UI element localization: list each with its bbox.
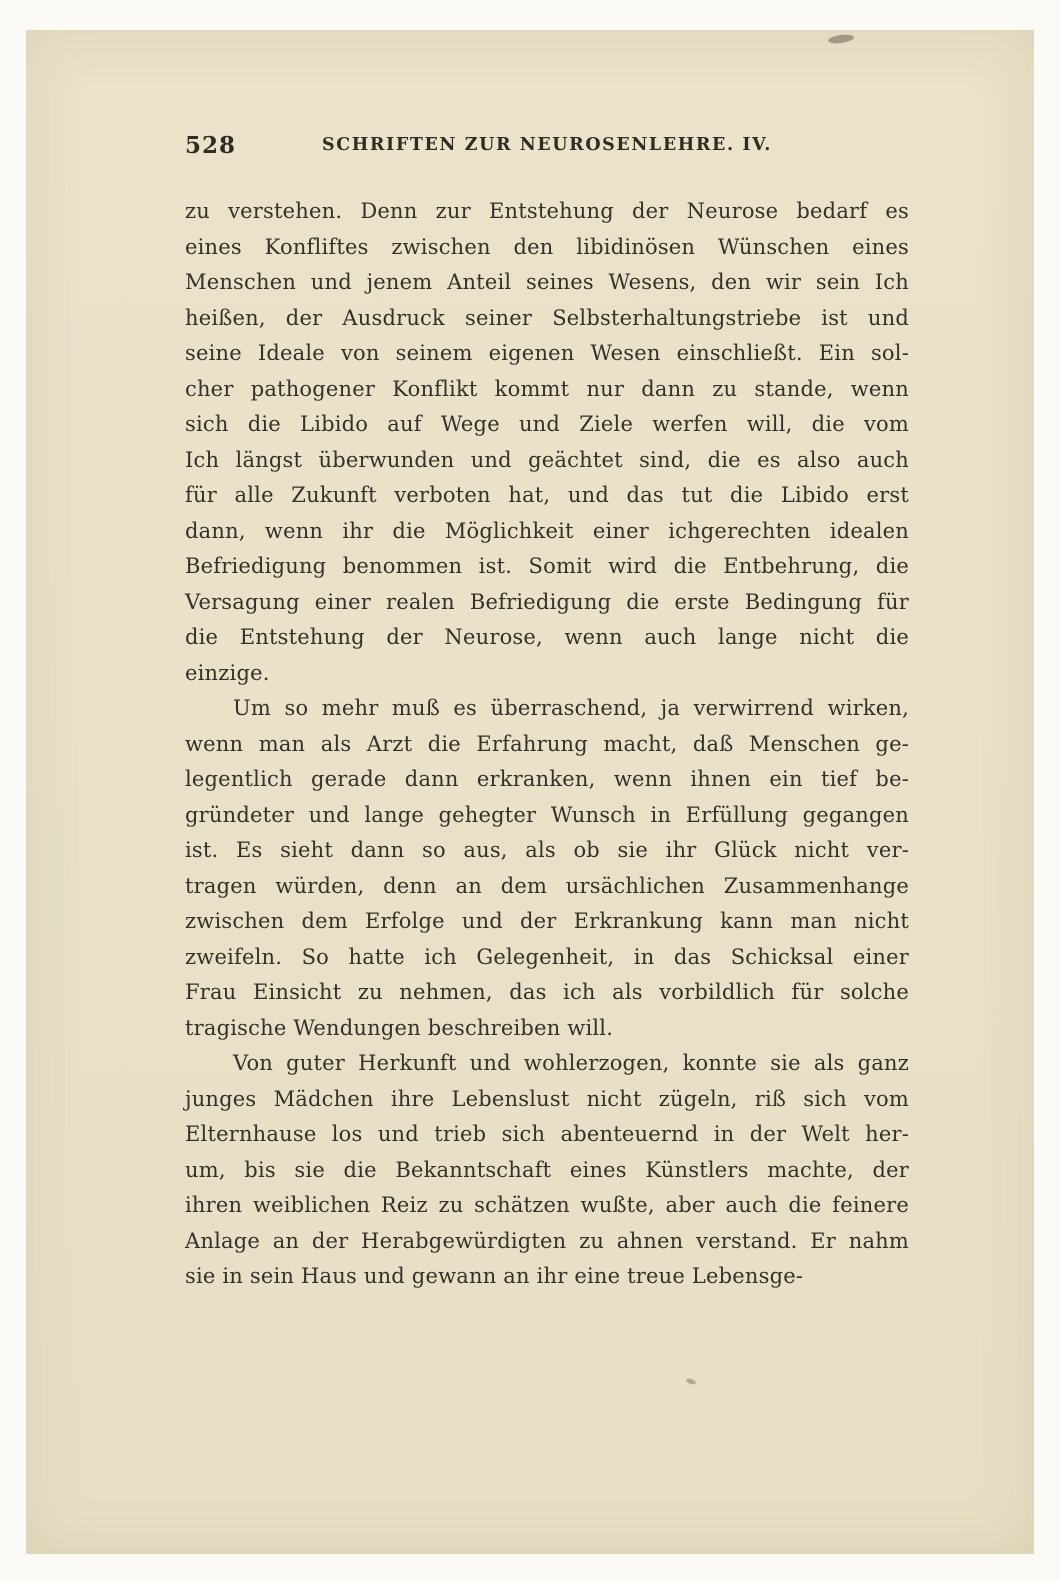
page-header [185, 130, 909, 164]
text-line: die Entstehung der Neurose, wenn auch lange nicht die [185, 625, 909, 649]
text-line: sie in sein Haus und gewann an ihr eine treue Lebensge- [185, 1264, 804, 1288]
text-line: wenn man als Arzt die Erfahrung macht, daß Menschen ge- [185, 731, 909, 756]
text-line: Menschen und jenem Anteil seines Wesens, den wir sein Ich [185, 270, 909, 294]
text-line: zwischen dem Erfolge und der Erkrankung kann man nicht [185, 909, 909, 933]
text-line: seine Ideale von seinem eigenen Wesen einschließt. Ein sol- [185, 341, 909, 365]
book-page [26, 30, 1034, 1554]
text-line: ist. Es sieht dann so aus, als ob sie ihr Glück nicht ver- [185, 838, 909, 862]
text-line: für alle Zukunft verboten hat, und das tut die Libido erst [185, 483, 909, 507]
text-column [185, 130, 909, 1295]
text-line: ihren weiblichen Reiz zu schätzen wußte, aber auch die feinere [185, 1193, 909, 1217]
text-line: einzige. [185, 660, 270, 685]
running-title: SCHRIFTEN ZUR NEUROSENLEHRE. IV. [322, 135, 772, 155]
scan-speck [685, 1377, 696, 1385]
text-line: Befriedigung benommen ist. Somit wird die Entbehrung, die [185, 554, 909, 578]
text-line: zweifeln. So hatte ich Gelegenheit, in das Schicksal einer [185, 944, 909, 969]
text-line: Anlage an der Herabgewürdigten zu ahnen verstand. Er nahm [185, 1228, 909, 1253]
paragraph [185, 1046, 909, 1295]
scan-artifact [828, 33, 855, 45]
text-line: legentlich gerade dann erkranken, wenn ihnen ein tief be- [185, 767, 909, 791]
text-line: Um so mehr muß es überraschend, ja verwirrend wirken, [233, 696, 909, 720]
text-line: junges Mädchen ihre Lebenslust nicht zügeln, riß sich vom [185, 1086, 909, 1111]
text-line: heißen, der Ausdruck seiner Selbsterhaltungstriebe ist und [185, 305, 909, 330]
text-line: Elternhause los und trieb sich abenteuernd in der Welt her- [185, 1122, 909, 1146]
text-line: tragen würden, denn an dem ursächlichen Zusammenhange [185, 873, 909, 898]
text-line: Von guter Herkunft und wohlerzogen, konnte sie als ganz [233, 1051, 909, 1075]
paragraph [185, 194, 909, 691]
text-line: sich die Libido auf Wege und Ziele werfen will, die vom [185, 412, 909, 436]
paragraph [185, 691, 909, 1046]
text-line: Versagung einer realen Befriedigung die erste Bedingung für [185, 589, 909, 614]
text-line: Frau Einsicht zu nehmen, das ich als vorbildlich für solche [185, 980, 909, 1004]
text-line: dann, wenn ihr die Möglichkeit einer ichgerechten idealen [185, 518, 909, 543]
text-line: um, bis sie die Bekanntschaft eines Künstlers machte, der [185, 1157, 909, 1182]
text-line: zu verstehen. Denn zur Entstehung der Neurose bedarf es [185, 199, 909, 223]
text-line: gründeter und lange gehegter Wunsch in Erfüllung gegangen [185, 802, 909, 827]
text-line: cher pathogener Konflikt kommt nur dann zu stande, wenn [185, 376, 909, 401]
page-number: 528 [185, 132, 237, 159]
text-line: eines Konfliftes zwischen den libidinösen Wünschen eines [185, 234, 909, 259]
page-body [185, 194, 909, 1295]
text-line: Ich längst überwunden und geächtet sind, die es also auch [185, 447, 909, 472]
text-line: tragische Wendungen beschreiben will. [185, 1015, 614, 1040]
